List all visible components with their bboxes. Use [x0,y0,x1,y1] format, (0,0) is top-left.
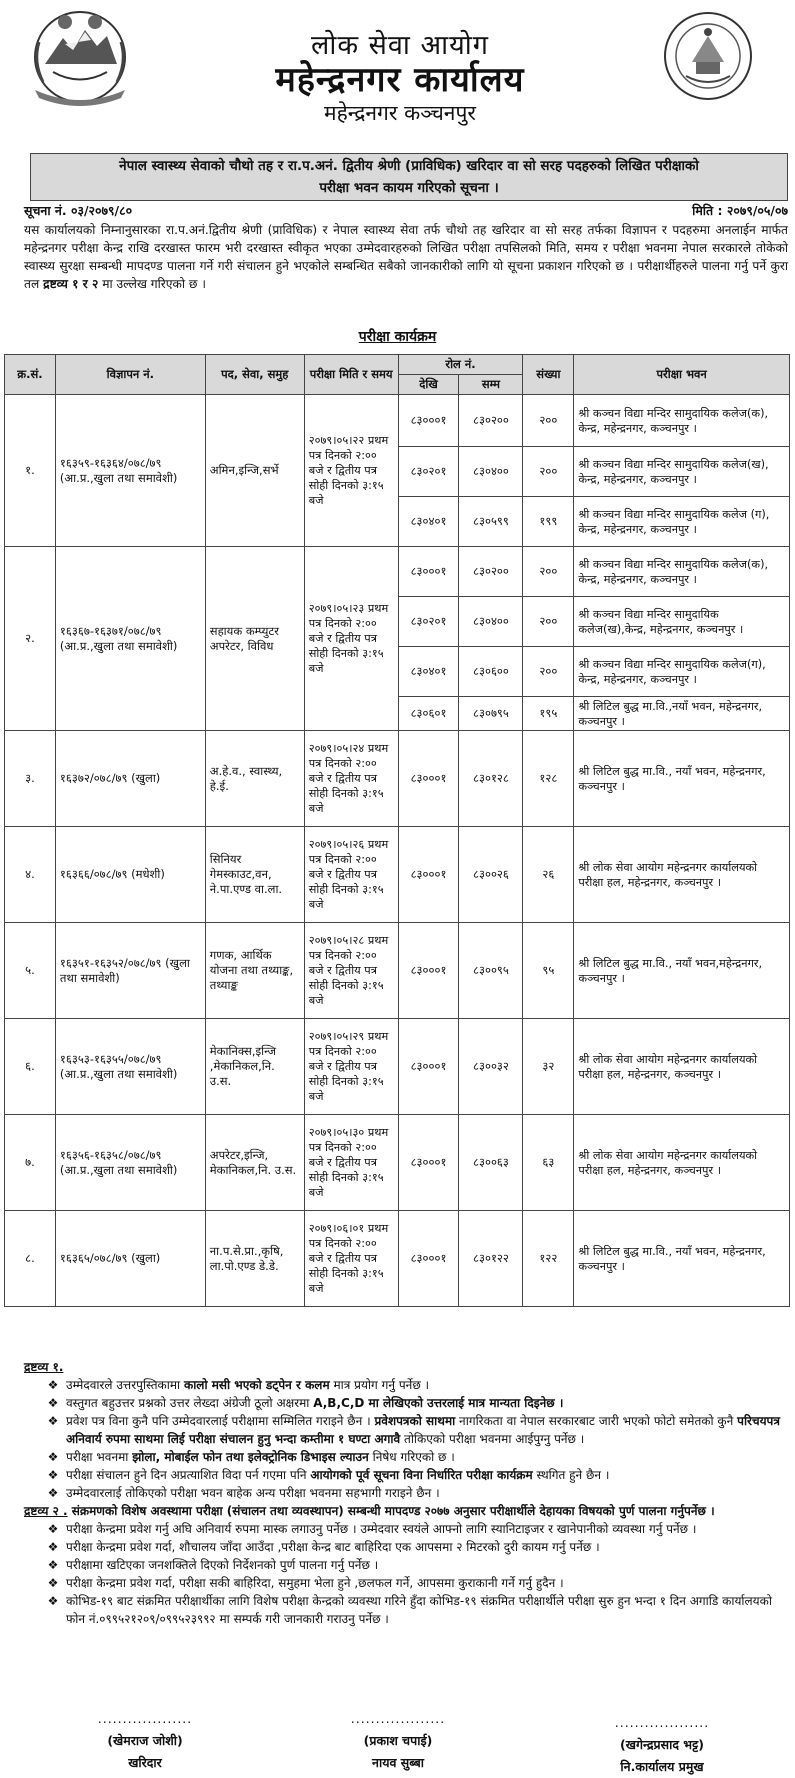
signature-line: ................... [350,1711,446,1726]
cell-date: २०७९।०५।३० प्रथम पत्र दिनको २:०० बजे र द्वितीय पत्र सोही दिनको ३:१५ बजे [304,1115,398,1211]
cell-count: १२२ [523,1211,574,1307]
cell-adv: १६३७२/०७८/७९ (खुला) [55,731,205,827]
note-text: उम्मेदवारले उत्तरपुस्तिकामा [66,1378,184,1392]
cell-post: अपरेटर,इन्जि, मेकानिकल,नि. उ.स. [205,1115,304,1211]
header-roll: रोल नं. [398,355,523,375]
org-name: लोक सेवा आयोग [311,30,489,61]
cell-hall: श्री लिटिल बुद्ध मा.वि., नयाँ भवन, महेन्द्रनगर, कञ्चनपुर । [574,731,790,827]
cell-sn: ३. [5,731,56,827]
cell-post: अ.हे.व., स्वास्थ्य, हे.ई. [205,731,304,827]
note-emphasis: आयोगको पूर्व सूचना विना निर्धारित परीक्षा कार्यक्रम [310,1468,533,1482]
cell-sn: ७. [5,1115,56,1211]
cell-roll-from: ८३०४०१ [398,497,459,547]
cell-sn: ५. [5,923,56,1019]
diamond-bullet-icon: ❖ [47,1594,59,1608]
list-item [44,1556,788,1574]
list-item [44,1574,788,1592]
intro-highlight: द्रष्टव्य १ र २ [43,277,99,291]
cell-adv: १६३६७-१६३७१/०७८/७९ (आ.प्र.,खुला तथा समावेशी) [55,547,205,731]
cell-count: ३२ [523,1019,574,1115]
cell-roll-from: ८३०००१ [398,827,459,923]
cell-roll-from: ८३०००१ [398,731,459,827]
cell-roll-from: ८३०००१ [398,547,459,597]
cell-date: २०७९।०५।२९ प्रथम पत्र दिनको २:०० बजे र द्वितीय पत्र सोही दिनको ३:१५ बजे [304,1019,398,1115]
cell-date: २०७९।०६।०१ प्रथम पत्र दिनको २:०० बजे र द्वितीय पत्र सोही दिनको ३:१५ बजे [304,1211,398,1307]
cell-date: २०७९।०५।२६ प्रथम पत्र दिनको २:०० बजे र द्वितीय पत्र सोही दिनको ३:१५ बजे [304,827,398,923]
header-post: पद, सेवा, समुह [205,355,304,395]
note-text: उम्मेदवारलाई तोकिएको परीक्षा भवन बाहेक अन्य परीक्षा भवनमा सहभागी गराइने छैन । [66,1486,440,1500]
notice-subject [30,153,788,201]
cell-hall: श्री कञ्चन विद्या मन्दिर सामुदायिक कलेज(ख),केन्द्र, महेन्द्रनगर, कञ्चनपुर । [574,597,790,647]
signature-office-chief [562,1712,762,1778]
table-row [5,547,790,597]
table-row [5,1019,790,1115]
cell-post: गणक, आर्थिक योजना तथा तथ्याङ्क, तथ्याङ्क [205,923,304,1019]
cell-adv: १६३५१-१६३५२/०७८/७९ (खुला तथा समावेशी) [55,923,205,1019]
cell-hall: श्री लोक सेवा आयोग महेन्द्रनगर कार्यालयको परीक्षा हल, महेन्द्रनगर, कञ्चनपुर । [574,1019,790,1115]
cell-roll-from: ८३०००१ [398,1019,459,1115]
note-text: तोकिएको परीक्षा भवनमा आईपुग्नु पर्नेछ । [400,1432,585,1446]
note-emphasis: झोला, मोबाईल फोन तथा इलेक्ट्रोनिक डिभाइस ल्याउन [132,1450,369,1464]
table-row [5,1211,790,1307]
program-title: परीक्षा कार्यक्रम [358,329,437,345]
list-item [44,1448,788,1466]
cell-count: ९५ [523,923,574,1019]
note-text: नागरिकता वा नेपाल सरकारबाट जारी भएको फोटो समेतको कुनै [455,1414,738,1428]
cell-roll-from: ८३०००१ [398,923,459,1019]
cell-hall: श्री कञ्चन विद्या मन्दिर सामुदायिक कलेज(क), केन्द्र, महेन्द्रनगर, कञ्चनपुर । [574,395,790,447]
cell-count: २६ [523,827,574,923]
notes-section [24,1358,788,1628]
cell-adv: १६३५३-१६३५५/०७८/७९ (आ.प्र.,खुला तथा समावेशी) [55,1019,205,1115]
diamond-bullet-icon: ❖ [47,1396,59,1410]
signature-subba [298,1708,498,1774]
header-sn: क्र.सं. [5,355,56,395]
signatory-name: (खेमराज जोशी) [107,1733,183,1748]
signature-line: ................... [614,1715,710,1730]
cell-roll-from: ८३०००१ [398,1115,459,1211]
cell-count: २०० [523,547,574,597]
note-emphasis: A,B,C,D मा लेखिएको उत्तरलाई मात्र मान्यता दिइनेछ । [313,1396,564,1410]
diamond-bullet-icon: ❖ [47,1378,59,1392]
letterhead [0,0,795,125]
cell-roll-to: ८३०६०० [459,647,523,697]
signatory-title: खरिदार [128,1755,162,1770]
cell-roll-to: ८३००९५ [459,923,523,1019]
cell-count: २०० [523,597,574,647]
cell-date: २०७९।०५।२२ प्रथम पत्र दिनको २:०० बजे र द्वितीय पत्र सोही दिनको ३:१५ बजे [304,395,398,547]
subject-line-2: परीक्षा भवन कायम गरिएको सूचना । [319,180,499,196]
cell-roll-to: ८३०२०० [459,395,523,447]
note-text: परीक्षा संचालन हुने दिन अप्रत्याशित विदा पर्न गएमा पनि [66,1468,311,1482]
cell-roll-to: ८३०२०० [459,547,523,597]
cell-hall: श्री कञ्चन विद्या मन्दिर सामुदायिक कलेज(ख), केन्द्र, महेन्द्रनगर, कञ्चनपुर । [574,447,790,497]
cell-sn: ४. [5,827,56,923]
cell-adv: १६३६६/०७८/७९ (मधेशी) [55,827,205,923]
signature-line: ................... [97,1711,193,1726]
header-adv: विज्ञापन नं. [55,355,205,395]
cell-post: सिनियर गेमस्काउट,वन, ने.पा.एण्ड वा.ला. [205,827,304,923]
cell-roll-from: ८३०२०१ [398,597,459,647]
table-row [5,1115,790,1211]
nepal-emblem-icon [25,2,135,107]
cell-roll-to: ८३००२६ [459,827,523,923]
office-location: महेन्द्रनगर कञ्चनपुर [324,101,476,125]
cell-hall: श्री लिटिल बुद्ध मा.वि., नयाँ भवन,महेन्द्रनगर, कञ्चनपुर । [574,923,790,1019]
cell-hall: श्री कञ्चन विद्या मन्दिर सामुदायिक कलेज(क), केन्द्र, महेन्द्रनगर, कञ्चनपुर । [574,547,790,597]
cell-roll-to: ८३०१२८ [459,731,523,827]
note-text: वस्तुगत बहुउत्तर प्रश्नको उत्तर लेख्दा अंग्रेजी ठूलो अक्षरमा [66,1396,314,1410]
cell-hall: श्री लिटिल बुद्ध मा.वि., नयाँ भवन, महेन्द्रनगर, कञ्चनपुर । [574,1211,790,1307]
cell-hall: श्री कञ्चन विद्या मन्दिर सामुदायिक कलेज (ग), केन्द्र, महेन्द्रनगर, कञ्चनपुर । [574,497,790,547]
note-text: परीक्षा केन्द्रमा प्रवेश गर्दा, परीक्षा सकी बाहिरिदा, समुहमा भेला हुने ,छलफल गर्ने, आपसमा कुराकानी गर्ने गर्नु हुदैन । [66,1576,564,1590]
table-row [5,395,790,447]
note-text: परीक्षा केन्द्रमा प्रवेश गर्दा, शौचालय जाँदा आउँदा ,परीक्षा केन्द्र बाट बाहिरिदा एक आपसमा २ मिटरको दुरी कायम गर्नु पर्नेछ । [66,1540,600,1554]
note-emphasis: कालो मसी भएको डट्पेन र कलम [183,1378,330,1392]
diamond-bullet-icon: ❖ [47,1450,59,1464]
cell-roll-from: ८३०००१ [398,395,459,447]
header-to: सम्म [459,375,523,395]
cell-post: मेकानिक्स,इन्जि ,मेकानिकल,नि. उ.स. [205,1019,304,1115]
cell-roll-to: ८३००३२ [459,1019,523,1115]
office-name: महेन्द्रनगर कार्यालय [275,60,525,100]
cell-sn: ८. [5,1211,56,1307]
note-text: मात्र प्रयोग गर्नु पर्नेछ । [329,1378,430,1392]
cell-roll-to: ८३०५९९ [459,497,523,547]
list-item [44,1538,788,1556]
signatory-title: नायव सुब्बा [372,1755,424,1770]
note-text: परीक्षामा खटिएका जनशक्तिले दिएको निर्देशनको पुर्ण पालना गर्नु पर्नेछ । [66,1558,379,1572]
signatory-name: (खगेन्द्रप्रसाद भट्ट) [620,1737,704,1752]
cell-hall: श्री लोक सेवा आयोग महेन्द्रनगर कार्यालयको परीक्षा हल, महेन्द्रनगर, कञ्चनपुर । [574,827,790,923]
intro-text: यस कार्यालयको निम्नानुसारका रा.प.अनं.द्वितीय श्रेणी (प्राविधिक) र नेपाल स्वास्थ्य सेवा तर्फ चौथो तह खरिदार वा सो सरह तर्फका विज्ञापन र पदहरुमा अनलाईन मार्फत महेन्द्रनगर परीक्षा केन्द्र राखि दरखास्त फारम भरी दरखास्त स्वीकृत भएका उम्मेदवारहरुको लिखित परीक्षा तपसिलको मिति, समय र परीक्षा भवनमा नेपाल सरकारले तोकेको स्वास्थ्य सुरक्षा सम्बन्धी मापदण्ड पालना गर्ने गरी संचालन हुने भएकोले सम्बन्धित सबैको जानकारीको लागि यो सूचना प्रकाशन गरिएको छ । परीक्षार्थीहरुले पालना गर्नु पर्ने कुरा तल [24,223,788,291]
note-emphasis: प्रवेशपत्रको साथमा [374,1414,456,1428]
note-text: परीक्षा भवनमा [66,1450,133,1464]
note-text: निषेध गरिएको छ । [368,1450,455,1464]
cell-adv: १६३६५/०७८/७९ (खुला) [55,1211,205,1307]
cell-count: २०० [523,647,574,697]
notice-number: सूचना नं. ०३/२०७९/८० [24,203,133,218]
signatory-title: नि.कार्यालय प्रमुख [562,1756,762,1778]
note-text: स्थगित हुने छैन । [532,1468,610,1482]
cell-sn: ६. [5,1019,56,1115]
cell-hall: श्री लोक सेवा आयोग महेन्द्रनगर कार्यालयको परीक्षा हल, महेन्द्रनगर, कञ्चनपुर । [574,1115,790,1211]
cell-roll-to: ८३०४०० [459,597,523,647]
notes1-list [24,1376,788,1502]
table-row [5,827,790,923]
diamond-bullet-icon: ❖ [47,1558,59,1572]
note-text: प्रवेश पत्र विना कुनै पनि उम्मेदवारलाई परीक्षामा सम्मिलित गराइने छैन । [66,1414,375,1428]
table-row [5,731,790,827]
list-item [44,1394,788,1412]
header-hall: परीक्षा भवन [574,355,790,395]
cell-roll-to: ८३०१२२ [459,1211,523,1307]
header-count: संख्या [523,355,574,395]
cell-roll-to: ८३०७९५ [459,697,523,731]
list-item [44,1466,788,1484]
header-from: देखि [398,375,459,395]
notes2-title-rest: संक्रमणको विशेष अवस्थामा परीक्षा (संचालन तथा व्यवस्थापन) सम्बन्धी मापदण्ड २०७७ अनुसार परीक्षार्थीले देहायका विषयको पुर्ण पालना गर्नुपर्नेछ । [71,1504,715,1518]
diamond-bullet-icon: ❖ [47,1486,59,1500]
cell-hall: श्री लिटिल बुद्ध मा.वि.,नयाँ भवन, महेन्द्रनगर, कञ्चनपुर । [574,697,790,731]
subject-line-1: नेपाल स्वास्थ्य सेवाको चौथो तह र रा.प.अनं. द्वितीय श्रेणी (प्राविधिक) खरिदार वा सो सरह पदहरुको लिखित परीक्षाको [119,158,699,174]
cell-count: ६३ [523,1115,574,1211]
cell-count: १९५ [523,697,574,731]
cell-count: २०० [523,395,574,447]
note-emphasis: परिचयपत्र अनिवार्य रुपमा साथमा लिई परीक्षा संचालन हुनु भन्दा कम्तीमा १ घण्टा अगावै [66,1414,780,1446]
diamond-bullet-icon: ❖ [47,1576,59,1590]
cell-post: सहायक कम्प्युटर अपरेटर, विविध [205,547,304,731]
cell-post: ना.प.से.प्रा.,कृषि, ला.पो.एण्ड डे.डे. [205,1211,304,1307]
table-header-row [5,355,790,375]
cell-adv: १६३५६-१६३५८/०७८/७९ (आ.प्र.,खुला तथा समावेशी) [55,1115,205,1211]
list-item [44,1520,788,1538]
cell-adv: १६३५९-१६३६४/०७८/७९ (आ.प्र.,खुला तथा समावेशी) [55,395,205,547]
signatory-name: (प्रकाश चपाई) [363,1733,433,1748]
notice-ref-row [24,203,788,221]
cell-sn: १. [5,395,56,547]
cell-roll-to: ८३००६३ [459,1115,523,1211]
notes2-title: द्रष्टव्य २ . [24,1504,68,1518]
table-row [5,923,790,1019]
note-text: परीक्षा केन्द्रमा प्रवेश गर्नु अघि अनिवार्य रुपमा मास्क लगाउनु पर्नेछ । उम्मेदवार स्वयंले आफ्नो लागि स्यानिटाइजर र खानेपानीको व्यवस्था गर्नु पर्नेछ । [66,1522,697,1536]
signature-clerk [45,1708,245,1774]
list-item [44,1412,788,1448]
cell-roll-to: ८३०४०० [459,447,523,497]
signature-block [0,1708,795,1778]
cell-roll-from: ८३०४०१ [398,647,459,697]
notes2-heading [24,1502,788,1520]
notes1-title: द्रष्टव्य १. [24,1360,64,1374]
diamond-bullet-icon: ❖ [47,1468,59,1482]
list-item [44,1376,788,1394]
note-text: कोभिड-१९ बाट संक्रमित परीक्षार्थीका लागि विशेष परीक्षा केन्द्रको व्यवस्था गरिने हुँदा कोभिड-१९ संक्रमित परीक्षार्थीले परीक्षा सुरु हुन भन्दा १ दिन अगाडि कार्यालयको फोन नं.०९९५२१२०९/०९९५२३९९२ मा सम्पर्क गरी जानकारी गराउनु पर्नेछ । [66,1594,772,1626]
cell-count: १९९ [523,497,574,547]
diamond-bullet-icon: ❖ [47,1540,59,1554]
list-item [44,1484,788,1502]
notice-date: मिति : २०७९/०५/०७ [692,203,788,218]
cell-roll-from: ८३०६०१ [398,697,459,731]
list-item [44,1592,788,1628]
notes2-list [24,1520,788,1628]
cell-count: १२८ [523,731,574,827]
cell-date: २०७९।०५।२३ प्रथम पत्र दिनको २:०० बजे र द्वितीय पत्र सोही दिनको ३:१५ बजे [304,547,398,731]
diamond-bullet-icon: ❖ [47,1414,59,1428]
psc-seal-icon [662,10,754,102]
cell-roll-from: ८३०२०१ [398,447,459,497]
cell-post: अमिन,इन्जि,सर्भे [205,395,304,547]
cell-sn: २. [5,547,56,731]
cell-date: २०७९।०५।२४ प्रथम पत्र दिनको २:०० बजे र द्वितीय पत्र सोही दिनको ३:१५ बजे [304,731,398,827]
cell-count: २०० [523,447,574,497]
intro-tail: मा उल्लेख गरिएको छ । [102,277,206,291]
intro-paragraph [24,221,788,293]
cell-date: २०७९।०५।२८ प्रथम पत्र दिनको २:०० बजे र द्वितीय पत्र सोही दिनको ३:१५ बजे [304,923,398,1019]
cell-roll-from: ८३०००१ [398,1211,459,1307]
diamond-bullet-icon: ❖ [47,1522,59,1536]
header-date: परीक्षा मिति र समय [304,355,398,395]
cell-hall: श्री कञ्चन विद्या मन्दिर सामुदायिक कलेज(ग), केन्द्र, महेन्द्रनगर, कञ्चनपुर । [574,647,790,697]
exam-schedule-table [4,354,790,1307]
